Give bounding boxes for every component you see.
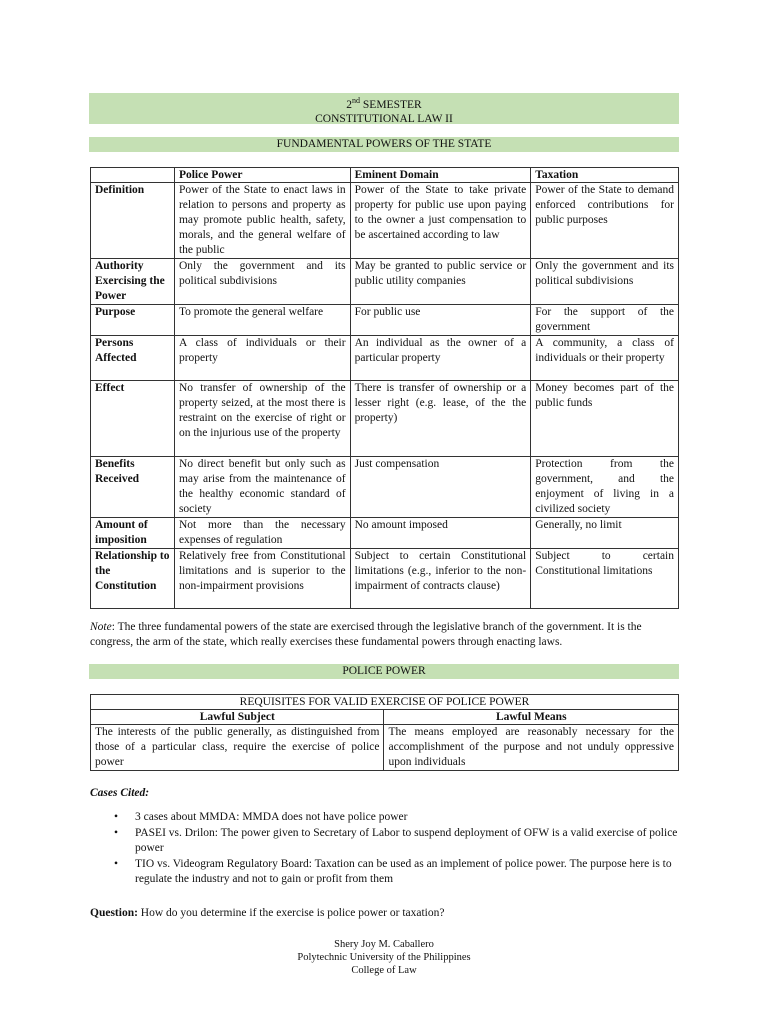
bullet-icon: • — [114, 811, 119, 823]
list-item: • TIO vs. Videogram Regulatory Board: Taxation can be used as an implement of police power. The purpose here is to regulate the industry and not to gain or profit from them — [114, 857, 672, 885]
table-cell: No amount imposed — [350, 518, 531, 549]
table-cell: Protection from the government, and the enjoyment of living in a civilized society — [531, 457, 679, 518]
semester-header — [89, 93, 679, 124]
table-cell: Relatively free from Constitutional limitations and is superior to the non-impairment provisions — [174, 549, 350, 609]
row-label: Effect — [91, 381, 175, 457]
table-cell: Power of the State to enact laws in relation to persons and property as may promote public health, safety, morals, and the general welfare of the public — [174, 183, 350, 259]
note-label: Note — [90, 621, 112, 633]
table-row — [91, 549, 679, 609]
table-row — [91, 457, 679, 518]
table-header-cell: Eminent Domain — [350, 168, 531, 183]
table-cell: To promote the general welfare — [174, 305, 350, 336]
table-header-cell: Police Power — [174, 168, 350, 183]
table-header-cell: Taxation — [531, 168, 679, 183]
table-cell: Power of the State to demand enforced contributions for public purposes — [531, 183, 679, 259]
table-header-cell — [91, 168, 175, 183]
requisites-title: REQUISITES FOR VALID EXERCISE OF POLICE POWER — [91, 695, 679, 710]
table-cell: An individual as the owner of a particular property — [350, 336, 531, 381]
row-label: Authority Exercising the Power — [91, 259, 175, 305]
author-name: Shery Joy M. Caballero — [334, 939, 434, 950]
row-label: Persons Affected — [91, 336, 175, 381]
table-cell: A community, a class of individuals or their property — [531, 336, 679, 381]
question-line — [90, 907, 445, 919]
table-row — [91, 336, 679, 381]
list-item: • 3 cases about MMDA: MMDA does not have police power — [90, 810, 680, 826]
cases-list — [90, 810, 680, 888]
table-cell: Generally, no limit — [531, 518, 679, 549]
lawful-means-header: Lawful Means — [384, 710, 679, 725]
lawful-subject-header: Lawful Subject — [91, 710, 384, 725]
footer — [0, 938, 768, 977]
college-name: College of Law — [351, 965, 417, 976]
table-cell: There is transfer of ownership or a lesser right (e.g. lease, of the the property) — [350, 381, 531, 457]
table-cell: May be granted to public service or public utility companies — [350, 259, 531, 305]
table-cell: No direct benefit but only such as may arise from the maintenance of the healthy economic standard of society — [174, 457, 350, 518]
table-cell: Not more than the necessary expenses of regulation — [174, 518, 350, 549]
table-cell: For the support of the government — [531, 305, 679, 336]
university-name: Polytechnic University of the Philippines — [297, 952, 471, 963]
semester-line: 2nd SEMESTER — [346, 96, 422, 111]
list-item: • PASEI vs. Drilon: The power given to Secretary of Labor to suspend deployment of OFW is a valid exercise of police power — [114, 826, 678, 854]
bullet-icon: • — [114, 857, 119, 870]
table-cell: Only the government and its political subdivisions — [174, 259, 350, 305]
row-label: Purpose — [91, 305, 175, 336]
table-row — [91, 381, 679, 457]
row-label: Benefits Received — [91, 457, 175, 518]
note-text: : The three fundamental powers of the state are exercised through the legislative branch of the government. It is the congress, the arm of the state, which really exercises these fundamental powers through enacting laws. — [90, 621, 642, 648]
question-text: How do you determine if the exercise is police power or taxation? — [137, 907, 445, 919]
requisites-table — [90, 694, 679, 771]
bullet-icon: • — [114, 826, 119, 839]
requisites-title-row — [91, 695, 679, 710]
question-label: Question: — [90, 907, 138, 919]
table-cell: Just compensation — [350, 457, 531, 518]
requisites-row — [91, 725, 679, 771]
table-row — [91, 305, 679, 336]
table-row — [91, 518, 679, 549]
fundamental-powers-table — [90, 167, 679, 609]
row-label: Relationship to the Constitution — [91, 549, 175, 609]
course-title: CONSTITUTIONAL LAW II — [315, 112, 453, 125]
table-cell: Power of the State to take private property for public use upon paying to the owner a just compensation to be ascertained according to law — [350, 183, 531, 259]
table-cell: Only the government and its political subdivisions — [531, 259, 679, 305]
table-cell: Subject to certain Constitutional limitations — [531, 549, 679, 609]
table-cell: A class of individuals or their property — [174, 336, 350, 381]
row-label: Amount of imposition — [91, 518, 175, 549]
table-cell: No transfer of ownership of the property seized, at the most there is restraint on the exercise of right or on the injurious use of the property — [174, 381, 350, 457]
table-header-row — [91, 168, 679, 183]
table-row — [91, 259, 679, 305]
police-power-title: POLICE POWER — [89, 664, 679, 679]
row-label: Definition — [91, 183, 175, 259]
lawful-means-text: The means employed are reasonably necessary for the accomplishment of the purpose and not unduly oppressive upon individuals — [384, 725, 679, 771]
requisites-header-row — [91, 710, 679, 725]
cases-heading: Cases Cited: — [90, 787, 150, 799]
lawful-subject-text: The interests of the public generally, as distinguished from those of a particular class, require the exercise of police power — [91, 725, 384, 771]
table-cell: For public use — [350, 305, 531, 336]
table-cell: Subject to certain Constitutional limitations (e.g., inferior to the non-impairment of contracts clause) — [350, 549, 531, 609]
table-cell: Money becomes part of the public funds — [531, 381, 679, 457]
table-row — [91, 183, 679, 259]
fundamental-powers-title: FUNDAMENTAL POWERS OF THE STATE — [89, 137, 679, 152]
note-paragraph — [90, 620, 680, 650]
